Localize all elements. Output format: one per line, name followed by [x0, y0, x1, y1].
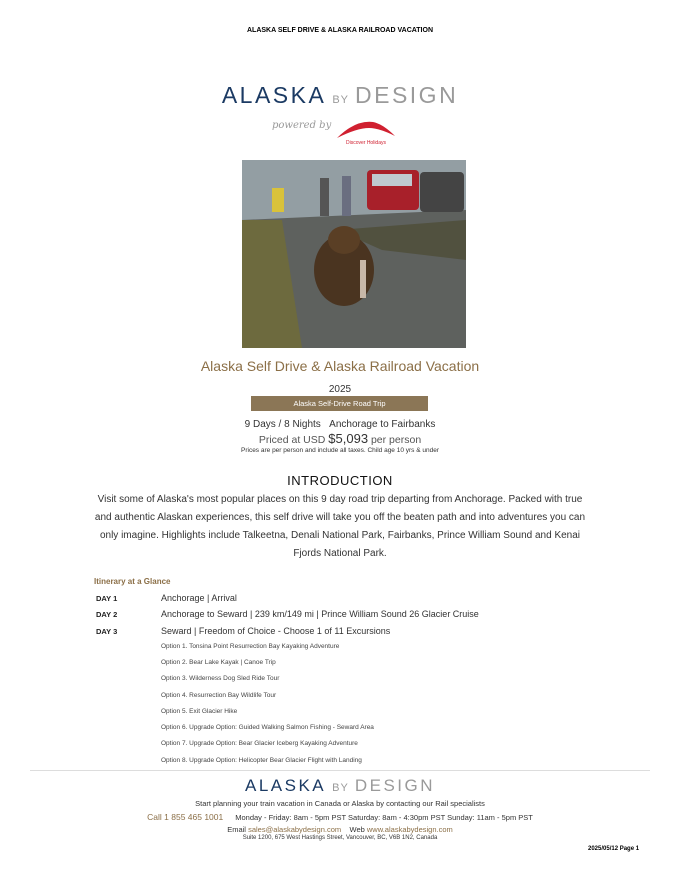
day-description: Anchorage | Arrival [161, 593, 237, 603]
price-value: $5,093 [328, 431, 369, 446]
excursion-option: Option 5. Exit Glacier Hike [161, 708, 238, 715]
partner-name: Discover Holidays [345, 140, 386, 146]
page-info: 2025/05/12 Page 1 [588, 846, 640, 852]
web-label: Web [349, 825, 365, 834]
trip-duration: 9 Days / 8 Nights [244, 419, 321, 430]
footer-divider [30, 770, 650, 771]
powered-by-text: powered by [272, 120, 332, 131]
bear-with-salmon-photo [242, 160, 466, 348]
price-prefix: Priced at USD [258, 434, 326, 446]
trip-title: Alaska Self Drive & Alaska Railroad Vacation [200, 358, 480, 374]
discover-holidays-swoosh-icon [335, 118, 397, 140]
logo-alaska: ALASKA [221, 82, 327, 108]
trip-type-banner: Alaska Self-Drive Road Trip [251, 396, 428, 411]
introduction-heading: INTRODUCTION [287, 473, 393, 488]
trip-route: Anchorage to Fairbanks [329, 419, 436, 430]
excursion-option: Option 7. Upgrade Option: Bear Glacier Iceberg Kayaking Adventure [161, 740, 358, 747]
excursion-option: Option 3. Wilderness Dog Sled Ride Tour [161, 675, 280, 682]
logo-by: BY [332, 782, 349, 794]
day-label: DAY 2 [96, 610, 118, 619]
logo-design: DESIGN [354, 776, 436, 795]
office-hours: Monday - Friday: 8am - 5pm PST Saturday: 8am - 4:30pm PST Sunday: 11am - 5pm PST [235, 813, 533, 822]
photo-scene [242, 160, 466, 348]
price-suffix: per person [370, 434, 422, 446]
footer-logo [0, 776, 680, 796]
introduction-text: Visit some of Alaska's most popular places on this 9 day road trip departing from Anchorage. Packed with true and authentic Alaskan experiences, this self drive will take you off the beaten path and into adventures you can only imagine. Highlights include Talkeetna, Denali National Park, Fairbanks, Prince William Sound and Kenai Fjords National Park. [94, 494, 586, 559]
trip-price [0, 431, 680, 446]
itinerary-heading: Itinerary at a Glance [94, 577, 171, 586]
alaska-by-design-logo [0, 82, 680, 109]
email-link[interactable]: sales@alaskabydesign.com [248, 825, 342, 834]
document-header-title: ALASKA SELF DRIVE & ALASKA RAILROAD VACATION [246, 27, 434, 34]
day-label: DAY 3 [96, 627, 118, 636]
logo-design: DESIGN [355, 82, 459, 108]
website-link[interactable]: www.alaskabydesign.com [366, 825, 453, 834]
phone-link[interactable]: Call 1 855 465 1001 [147, 812, 224, 822]
day-description: Anchorage to Seward | 239 km/149 mi | Prince William Sound 26 Glacier Cruise [161, 609, 479, 619]
trip-year: 2025 [328, 384, 352, 395]
day-description: Seward | Freedom of Choice - Choose 1 of 11 Excursions [161, 626, 391, 636]
trip-duration-route [0, 419, 680, 430]
excursion-option: Option 6. Upgrade Option: Guided Walking Salmon Fishing - Seward Area [161, 724, 374, 731]
logo-by: BY [332, 94, 349, 106]
logo-alaska: ALASKA [244, 776, 327, 795]
excursion-option: Option 2. Bear Lake Kayak | Canoe Trip [161, 659, 276, 666]
footer-contact [0, 812, 680, 822]
excursion-option: Option 1. Tonsina Point Resurrection Bay Kayaking Adventure [161, 643, 340, 650]
excursion-option: Option 4. Resurrection Bay Wildlife Tour [161, 692, 277, 699]
email-label: Email [227, 825, 246, 834]
footer-address: Suite 1200, 675 West Hastings Street, Vancouver, BC, V6B 1N2, Canada [242, 835, 438, 841]
day-label: DAY 1 [96, 594, 118, 603]
footer-links [0, 825, 680, 834]
footer-tagline: Start planning your train vacation in Canada or Alaska by contacting our Rail specialists [195, 799, 485, 808]
excursion-option: Option 8. Upgrade Option: Helicopter Bear Glacier Flight with Landing [161, 757, 362, 764]
price-note: Prices are per person and include all taxes. Child age 10 yrs & under [241, 447, 439, 454]
discover-holidays-logo [335, 118, 397, 146]
